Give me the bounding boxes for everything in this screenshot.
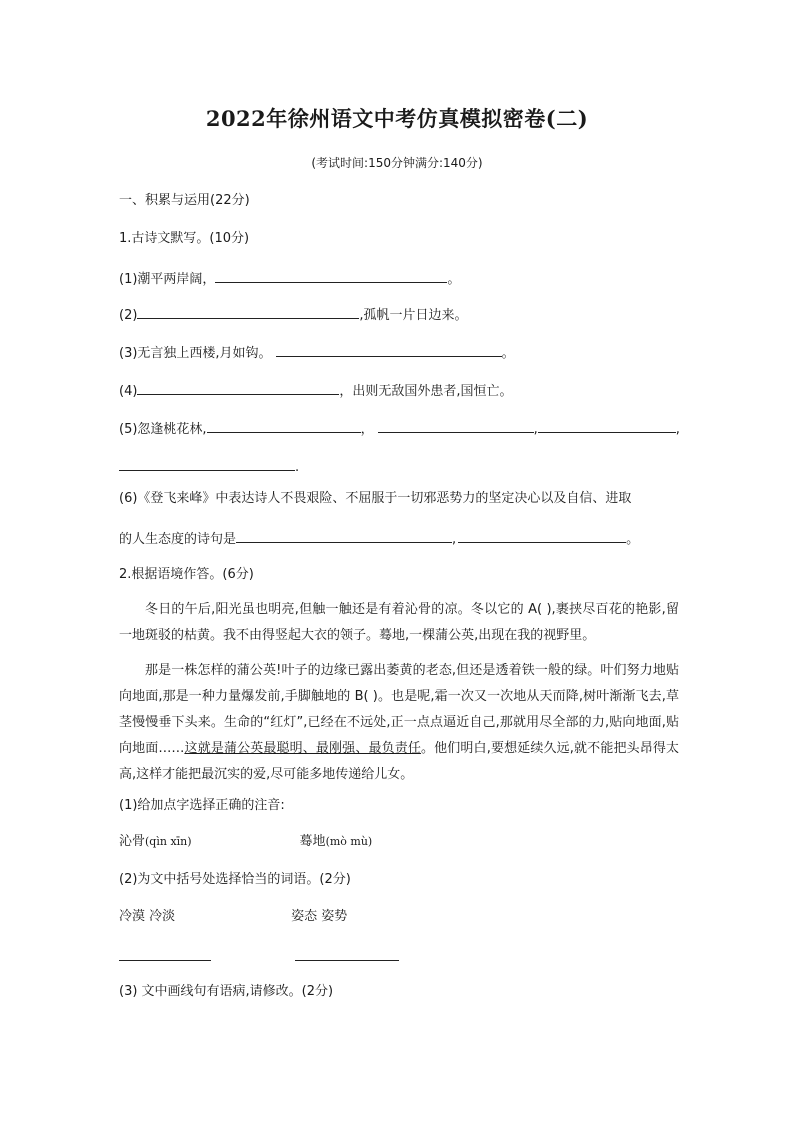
item-4-suffix: ，出则无敌国外患者,国恒亡。 (339, 384, 513, 399)
word-choice-row (119, 908, 347, 926)
pinyin-options-2[interactable]: (mò mù) (325, 835, 373, 848)
page-title: 2022年徐州语文中考仿真模拟密卷(二) (205, 106, 589, 131)
answer-blank[interactable] (538, 418, 676, 433)
question-1-item-5 (119, 418, 680, 439)
question-1-stem: 1.古诗文默写。(10分) (119, 231, 250, 246)
separator: , (533, 422, 538, 437)
separator: . (295, 460, 300, 475)
underlined-sentence: 这就是蒲公英最聪明、最刚强、最负责任 (184, 741, 422, 756)
question-1-item-6: (6)《登飞来峰》中表达诗人不畏艰险、不屈服于一切邪恶势力的坚定决心以及自信、进取 (119, 491, 632, 506)
choice-b: 姿态 姿势 (291, 909, 348, 924)
question-2-stem: 2.根据语境作答。(6分) (119, 567, 254, 582)
item-3-suffix: 。 (501, 346, 515, 361)
section-heading: 一、积累与运用(22分) (119, 193, 250, 208)
separator: ， (360, 422, 374, 437)
question-1-item-1 (119, 268, 460, 289)
choice-a: 冷漠 冷淡 (119, 909, 176, 924)
item-2-prefix: (2) (119, 308, 138, 323)
item-6-prefix: 的人生态度的诗句是 (119, 532, 237, 547)
question-1-item-5-cont (119, 456, 299, 477)
answer-blank[interactable] (378, 418, 534, 433)
pinyin-options-row (119, 833, 372, 851)
passage-text: 那是一株怎样的蒲公英!叶子的边缘已露出萎黄的老态,但还是透着铁一般的绿。叶们努力地贴向地面,那是一种力量爆发前,手脚触地的 B( )。也是呢,霜一次又一次地从天而降,树叶渐渐飞去,草茎慢慢垂下头来。生命的“红灯”,已经在不远处,正一点点逼近自己,那就用尽全部的力,贴向地面,贴向地面…… (119, 663, 679, 756)
question-1-item-6-cont (119, 528, 639, 549)
answer-blank-a[interactable] (119, 946, 211, 961)
exam-info: (考试时间:150分钟满分:140分) (311, 156, 483, 170)
question-1-item-4 (119, 380, 513, 401)
answer-blank[interactable] (215, 268, 447, 283)
question-2-sub-2: (2)为文中括号处选择恰当的词语。(2分) (119, 872, 351, 887)
separator: , (452, 532, 457, 547)
question-1-item-3 (119, 342, 515, 363)
passage-paragraph-2 (119, 658, 679, 788)
passage-paragraph-1: 冬日的午后,阳光虽也明亮,但触一触还是有着沁骨的凉。冬以它的 A( ),裹挟尽百花的艳影,留一地斑驳的枯黄。我不由得竖起大衣的领子。蓦地,一棵蒲公英,出现在我的视野里。 (119, 602, 679, 643)
word-modi: 蓦地 (299, 834, 326, 849)
item-3-prefix: (3)无言独上西楼,月如钩。 (119, 346, 272, 361)
item-4-prefix: (4) (119, 384, 138, 399)
item-5-prefix: (5)忽逢桃花林, (119, 422, 207, 437)
word-qingu: 沁骨 (119, 834, 146, 849)
question-2-sub-1: (1)给加点字选择正确的注音: (119, 798, 285, 813)
answer-blank-b[interactable] (295, 946, 399, 961)
answer-row (119, 946, 399, 967)
item-2-suffix: ,孤帆一片日边来。 (359, 308, 468, 323)
answer-blank[interactable] (207, 418, 361, 433)
item-1-suffix: 。 (447, 272, 461, 287)
answer-blank[interactable] (119, 456, 295, 471)
separator: , (675, 422, 680, 437)
answer-blank[interactable] (137, 380, 339, 395)
passage-text: 。他们明白,要想延续久远,就不能把头昂得太高,这样才能把最沉实的爱,尽可能多地传递给儿女。 (119, 741, 679, 782)
question-2-sub-3: (3) 文中画线句有语病,请修改。(2分) (119, 984, 334, 999)
item-1-prefix: (1)潮平两岸阔， (119, 272, 216, 287)
separator: 。 (626, 532, 640, 547)
question-1-item-2 (119, 304, 468, 325)
answer-blank[interactable] (276, 342, 502, 357)
answer-blank[interactable] (458, 528, 626, 543)
pinyin-options-1[interactable]: (qìn xīn) (145, 835, 192, 848)
answer-blank[interactable] (236, 528, 452, 543)
answer-blank[interactable] (137, 304, 359, 319)
